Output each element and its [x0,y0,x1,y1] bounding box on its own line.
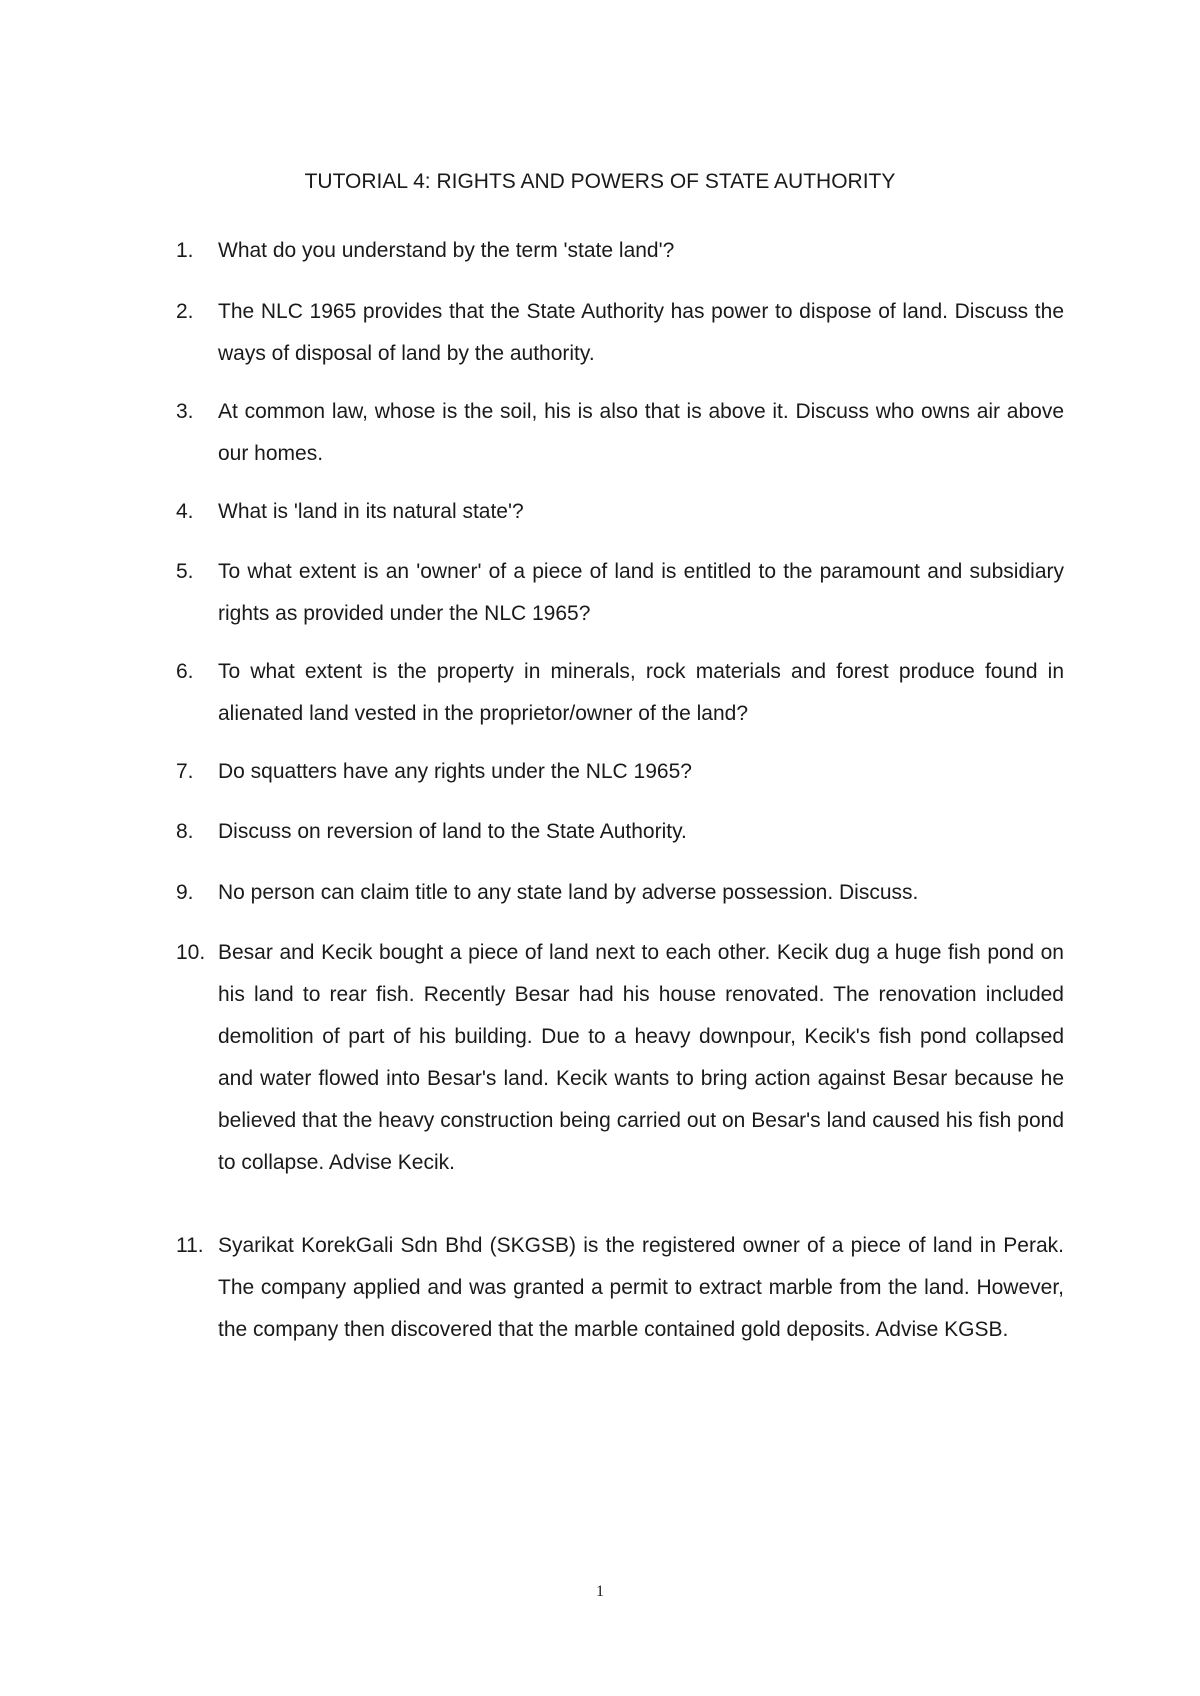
question-item [176,391,1064,475]
question-text: Syarikat KorekGali Sdn Bhd (SKGSB) is the registered owner of a piece of land in Perak. The company applied and was granted a permit to extract marble from the land. However, the company then discovered that the marble contained gold deposits. Advise KGSB. [218,1234,1064,1341]
question-number: 10. [176,941,206,964]
question-item [176,651,1064,735]
page-number: 1 [596,1583,604,1600]
question-item [176,1225,1064,1351]
question-text: Besar and Kecik bought a piece of land next to each other. Kecik dug a huge fish pond on his land to rear fish. Recently Besar had his house renovated. The renovation included demolition of part of his building. Due to a heavy downpour, Kecik's fish pond collapsed and water flowed into Besar's land. Kecik wants to bring action against Besar because he believed that the heavy construction being carried out on Besar's land caused his fish pond to collapse. Advise Kecik. [218,941,1064,1174]
question-item [176,751,1064,793]
question-item [176,230,1064,272]
question-item [176,872,1064,914]
page-title: TUTORIAL 4: RIGHTS AND POWERS OF STATE AUTHORITY [304,170,896,193]
question-item [176,811,1064,853]
question-item [176,932,1064,1184]
question-text: What do you understand by the term 'state land'? [218,239,675,262]
question-text: Do squatters have any rights under the NLC 1965? [218,760,692,783]
question-number: 4. [176,500,194,523]
question-number: 6. [176,660,194,683]
question-item [176,491,1064,533]
question-text: To what extent is the property in minerals, rock materials and forest produce found in alienated land vested in the proprietor/owner of the land? [218,660,1064,725]
question-text: Discuss on reversion of land to the State Authority. [218,820,687,843]
question-text: To what extent is an 'owner' of a piece of land is entitled to the paramount and subsidiary rights as provided under the NLC 1965? [218,560,1064,625]
question-number: 8. [176,820,194,843]
question-number: 2. [176,300,194,323]
question-text: At common law, whose is the soil, his is also that is above it. Discuss who owns air above our homes. [218,400,1064,465]
question-text: No person can claim title to any state land by adverse possession. Discuss. [218,881,919,904]
question-text: The NLC 1965 provides that the State Authority has power to dispose of land. Discuss the ways of disposal of land by the authority. [218,300,1064,365]
question-number: 9. [176,881,194,904]
question-number: 5. [176,560,194,583]
question-number: 7. [176,760,194,783]
question-text: What is 'land in its natural state'? [218,500,524,523]
question-number: 3. [176,400,194,423]
question-item [176,291,1064,375]
question-number: 1. [176,239,194,262]
question-number: 11. [176,1234,204,1257]
question-item [176,551,1064,635]
